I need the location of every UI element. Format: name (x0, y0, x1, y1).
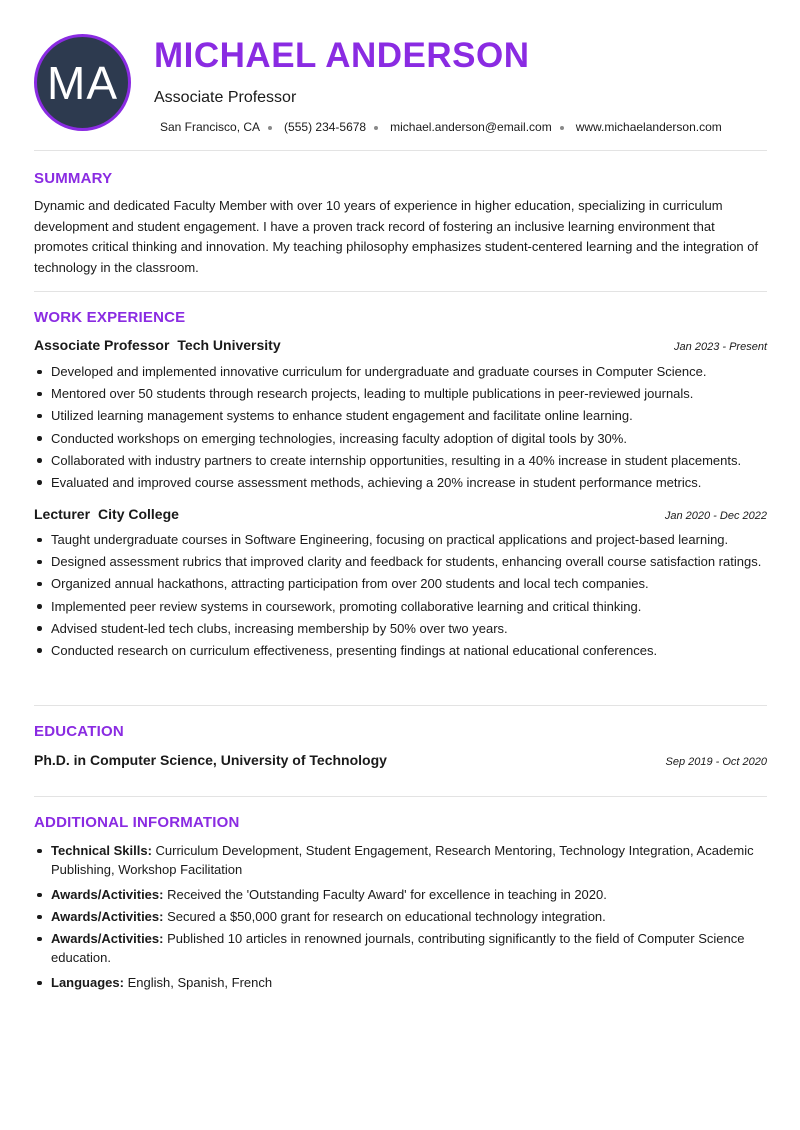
contact-location: San Francisco, CA (160, 120, 261, 134)
divider (34, 796, 767, 797)
contact-email[interactable]: michael.anderson@email.com (390, 120, 552, 134)
job-organization: City College (98, 506, 179, 522)
education-dates: Sep 2019 - Oct 2020 (665, 756, 767, 768)
job-role (34, 506, 179, 522)
list-item: Organized annual hackathons, attracting participation from over 200 students and local tech companies. (34, 574, 767, 593)
job-role (34, 337, 281, 353)
item-label: Technical Skills: (51, 843, 152, 858)
job-title: Associate Professor (154, 89, 297, 106)
summary-heading: SUMMARY (34, 170, 113, 187)
list-item (34, 841, 767, 879)
list-item (34, 929, 767, 967)
item-text: Received the 'Outstanding Faculty Award' for excellence in teaching in 2020. (163, 887, 607, 902)
contact-line (160, 120, 722, 134)
contact-website[interactable]: www.michaelanderson.com (575, 120, 722, 134)
job-bullets (34, 362, 767, 495)
list-item: Designed assessment rubrics that improved clarity and feedback for students, enhancing overall course satisfaction ratings. (34, 552, 767, 571)
job-header (34, 337, 767, 353)
item-text: English, Spanish, French (123, 975, 273, 991)
list-item: Collaborated with industry partners to create internship opportunities, resulting in a 40% increase in student placements. (34, 451, 767, 470)
job-dates: Jan 2023 - Present (674, 341, 767, 353)
additional-list (34, 841, 767, 996)
item-text: Published 10 articles in renowned journals, contributing significantly to the field of Computer Science education. (51, 931, 745, 966)
separator-dot (268, 126, 272, 130)
job-dates: Jan 2020 - Dec 2022 (664, 510, 767, 522)
list-item: Mentored over 50 students through research projects, leading to multiple publications in peer-reviewed journals. (34, 384, 767, 403)
item-label: Awards/Activities: (51, 887, 164, 902)
job-role-title: Associate Professor (34, 337, 170, 353)
job-bullets (34, 530, 767, 663)
item-text: Secured a $50,000 grant for research on educational technology integration. (163, 909, 606, 925)
candidate-name: MICHAEL ANDERSON (154, 36, 530, 75)
experience-heading: WORK EXPERIENCE (34, 309, 186, 326)
list-item (34, 907, 767, 926)
item-text: Curriculum Development, Student Engagement, Research Mentoring, Technology Integration, Academic Publishing, Workshop Facilitation (51, 843, 754, 877)
item-label: Awards/Activities: (51, 909, 164, 925)
list-item: Evaluated and improved course assessment methods, achieving a 20% increase in student performance metrics. (34, 473, 767, 492)
list-item: Conducted research on curriculum effectiveness, presenting findings at national educational conferences. (34, 641, 767, 660)
education-entry (34, 752, 767, 768)
job-role-title: Lecturer (34, 506, 91, 522)
list-item (34, 973, 767, 992)
job-header (34, 506, 767, 522)
list-item: Utilized learning management systems to enhance student engagement and facilitate online learning. (34, 406, 767, 425)
separator-dot (374, 126, 378, 130)
divider (34, 705, 767, 706)
job-organization: Tech University (177, 337, 281, 353)
contact-phone: (555) 234-5678 (284, 120, 367, 134)
list-item: Developed and implemented innovative curriculum for undergraduate and graduate courses in Computer Science. (34, 362, 767, 381)
divider (34, 150, 767, 151)
list-item: Advised student-led tech clubs, increasing membership by 50% over two years. (34, 619, 767, 638)
summary-text: Dynamic and dedicated Faculty Member with over 10 years of experience in higher education, specializing in curriculum development and student engagement. I have a proven track record of fostering an inclusive learning environment that promotes critical thinking and innovation. My teaching philosophy emphasizes student-centered learning and the integration of technology in the classroom. (34, 198, 759, 275)
additional-heading: ADDITIONAL INFORMATION (34, 814, 240, 831)
divider (34, 291, 767, 292)
list-item: Taught undergraduate courses in Software Engineering, focusing on practical applications and project-based learning. (34, 530, 767, 549)
education-heading: EDUCATION (34, 723, 124, 740)
list-item: Implemented peer review systems in coursework, promoting collaborative learning and critical thinking. (34, 597, 767, 616)
item-label: Languages: (51, 975, 124, 991)
avatar-initials: MA (47, 56, 118, 109)
avatar (34, 34, 131, 131)
education-degree: Ph.D. in Computer Science, University of Technology (34, 752, 387, 768)
separator-dot (560, 126, 564, 130)
list-item (34, 885, 767, 904)
list-item: Conducted workshops on emerging technologies, increasing faculty adoption of digital tools by 30%. (34, 429, 767, 448)
item-label: Awards/Activities: (51, 931, 164, 947)
